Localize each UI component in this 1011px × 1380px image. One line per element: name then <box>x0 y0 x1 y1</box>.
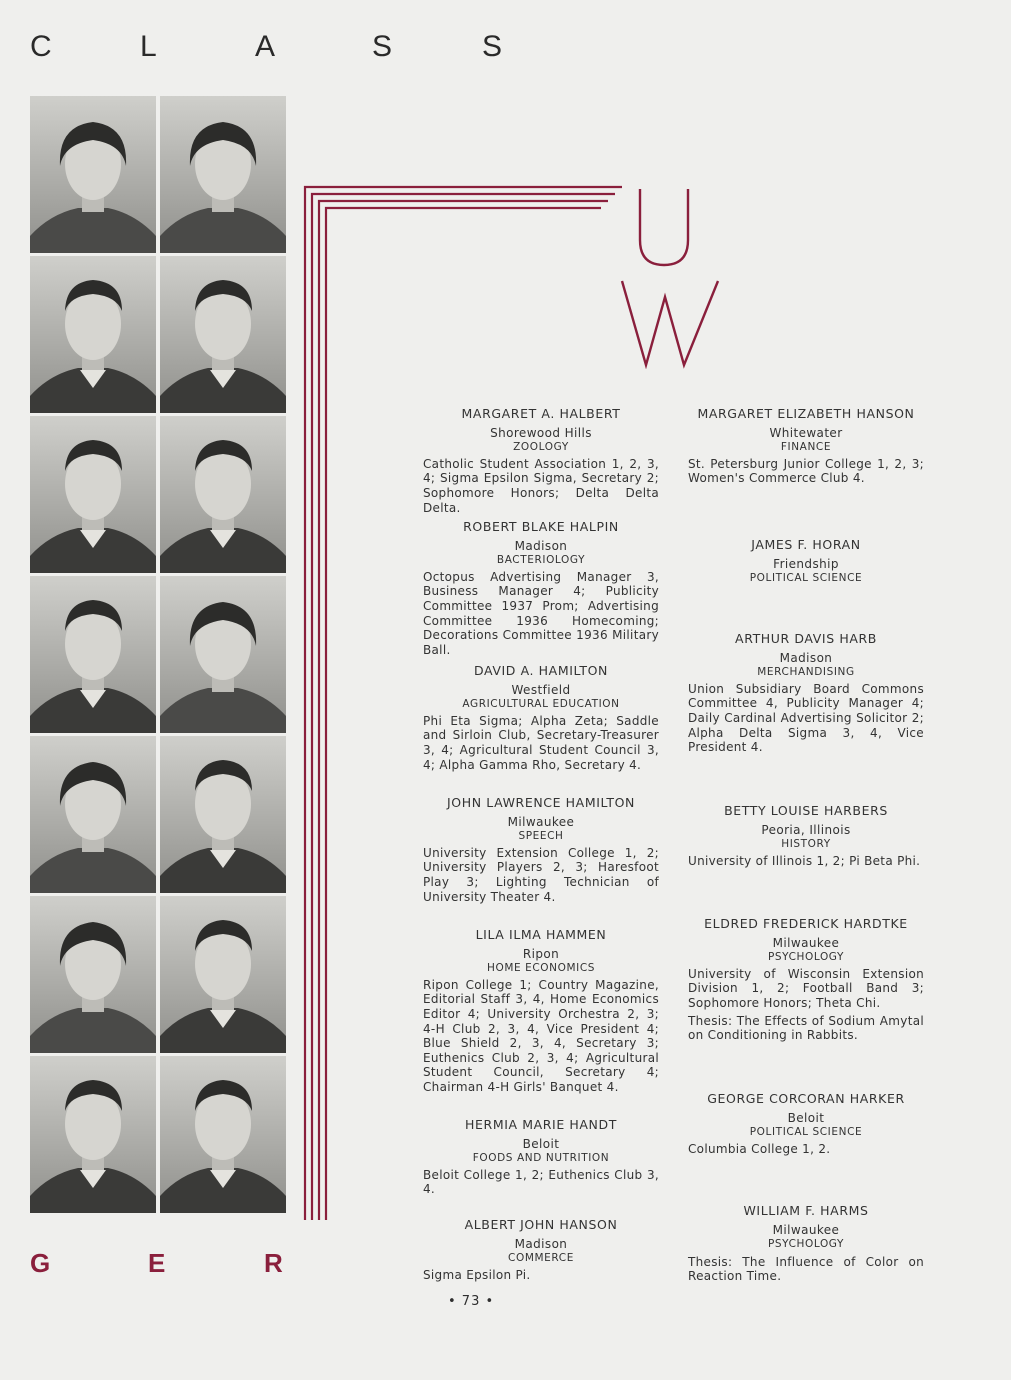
student-hometown: Westfield <box>511 682 571 697</box>
man-portrait-icon <box>30 416 156 573</box>
student-name: JAMES F. HORAN <box>751 537 861 552</box>
portrait-photo <box>30 96 156 253</box>
student-hometown: Beloit <box>787 1110 825 1125</box>
man-portrait-icon <box>30 256 156 413</box>
student-name: MARGARET A. HALBERT <box>461 406 621 421</box>
footer-letter: E <box>148 1248 166 1278</box>
student-name: ALBERT JOHN HANSON <box>464 1217 618 1232</box>
student-major: SPEECH <box>518 830 564 843</box>
heading-letter: C <box>30 30 52 63</box>
student-major: COMMERCE <box>508 1252 574 1265</box>
portrait-photo <box>160 896 286 1053</box>
student-activities: Beloit College 1, 2; Euthenics Club 3, 4. <box>423 1167 659 1197</box>
student-activities: University Extension College 1, 2; University Players 2, 3; Haresfoot Play 3; Lighting Technician of University Theater 4. <box>423 845 659 904</box>
portrait-photo <box>160 576 286 733</box>
student-hometown: Peoria, Illinois <box>761 822 851 837</box>
uw-monogram <box>618 185 722 369</box>
student-activities: Octopus Advertising Manager 3, Business Manager 4; Publicity Committee 1937 Prom; Advertising Committee 1936 Homecoming; Decorations Committee 1936 Military Ball. <box>423 569 659 657</box>
man-portrait-icon <box>160 256 286 413</box>
student-entry <box>423 1218 659 1282</box>
portrait-photo <box>160 736 286 893</box>
student-hometown: Shorewood Hills <box>490 425 592 440</box>
student-name: WILLIAM F. HARMS <box>743 1203 869 1218</box>
page-number: • 73 • <box>448 1294 495 1309</box>
man-portrait-icon <box>160 1056 286 1213</box>
man-portrait-icon <box>160 896 286 1053</box>
portrait-photo <box>160 416 286 573</box>
student-name: GEORGE CORCORAN HARKER <box>707 1091 905 1106</box>
student-entry <box>688 407 924 486</box>
student-hometown: Ripon <box>522 946 560 961</box>
student-activities: Union Subsidiary Board Commons Committee 4, Publicity Manager 4; Daily Cardinal Advertising Solicitor 2; Alpha Delta Sigma 3, 4, Vice President 4. <box>688 681 924 755</box>
student-name: BETTY LOUISE HARBERS <box>724 803 888 818</box>
student-thesis: Thesis: The Influence of Color on Reaction Time. <box>688 1254 924 1284</box>
student-activities: Sigma Epsilon Pi. <box>423 1267 531 1282</box>
student-entry <box>423 520 659 657</box>
student-major: POLITICAL SCIENCE <box>749 1126 863 1139</box>
student-name: JOHN LAWRENCE HAMILTON <box>447 795 635 810</box>
student-entry <box>423 796 659 904</box>
student-entry <box>423 928 659 1095</box>
student-entry <box>423 407 659 515</box>
student-hometown: Beloit <box>522 1136 560 1151</box>
man-portrait-icon <box>160 736 286 893</box>
man-portrait-icon <box>160 416 286 573</box>
woman-portrait-icon <box>30 896 156 1053</box>
student-major: AGRICULTURAL EDUCATION <box>462 698 620 711</box>
man-portrait-icon <box>30 1056 156 1213</box>
student-hometown: Madison <box>779 650 833 665</box>
student-name: MARGARET ELIZABETH HANSON <box>697 406 915 421</box>
student-major: ZOOLOGY <box>513 441 569 454</box>
woman-portrait-icon <box>160 96 286 253</box>
woman-portrait-icon <box>30 736 156 893</box>
portrait-photo <box>30 896 156 1053</box>
student-major: HOME ECONOMICS <box>486 962 596 975</box>
student-activities: University of Wisconsin Extension Division 1, 2; Football Band 3; Sophomore Honors; Theta Chi. <box>688 966 924 1010</box>
student-major: FOODS AND NUTRITION <box>472 1152 610 1165</box>
student-hometown: Whitewater <box>769 425 843 440</box>
student-entry <box>423 1118 659 1197</box>
student-entry <box>423 664 659 772</box>
man-portrait-icon <box>30 576 156 733</box>
class-heading <box>0 30 540 70</box>
student-entry <box>688 632 924 755</box>
heading-letter: A <box>255 30 276 63</box>
portrait-photo <box>30 576 156 733</box>
heading-letter: S <box>372 30 393 63</box>
student-activities: Columbia College 1, 2. <box>688 1141 831 1156</box>
student-entry <box>688 917 924 1043</box>
student-activities: Ripon College 1; Country Magazine, Editorial Staff 3, 4, Home Economics Editor 4; University Orchestra 2, 3; 4-H Club 2, 3, 4, Vice President 4; Blue Shield 2, 3, 4, Secretary 3; Euthenics Club 2, 3, 4; Agricultural Student Council, Secretary 4; Chairman 4-H Girls' Banquet 4. <box>423 977 659 1094</box>
portrait-photo <box>30 256 156 413</box>
student-hometown: Milwaukee <box>772 935 840 950</box>
footer-letter: G <box>30 1248 51 1278</box>
student-major: MERCHANDISING <box>757 666 855 679</box>
student-major: BACTERIOLOGY <box>496 554 586 567</box>
student-major: PSYCHOLOGY <box>767 1238 845 1251</box>
heading-letter: S <box>482 30 503 63</box>
student-name: LILA ILMA HAMMEN <box>475 927 607 942</box>
student-hometown: Madison <box>514 1236 568 1251</box>
student-name: ARTHUR DAVIS HARB <box>735 631 877 646</box>
student-hometown: Friendship <box>773 556 839 571</box>
footer-letter: R <box>264 1248 283 1278</box>
portrait-photo <box>30 736 156 893</box>
portrait-photo <box>30 1056 156 1213</box>
student-thesis: Thesis: The Effects of Sodium Amytal on Conditioning in Rabbits. <box>688 1013 924 1043</box>
student-name: ELDRED FREDERICK HARDTKE <box>704 916 908 931</box>
ger-heading <box>0 1248 300 1288</box>
student-hometown: Madison <box>514 538 568 553</box>
student-major: FINANCE <box>780 441 832 454</box>
woman-portrait-icon <box>160 576 286 733</box>
student-major: HISTORY <box>781 838 831 851</box>
student-activities: Phi Eta Sigma; Alpha Zeta; Saddle and Sirloin Club, Secretary-Treasurer 3, 4; Agricultural Student Council 3, 4; Alpha Gamma Rho, Secretary 4. <box>423 713 659 772</box>
student-name: DAVID A. HAMILTON <box>474 663 608 678</box>
woman-portrait-icon <box>30 96 156 253</box>
student-activities: University of Illinois 1, 2; Pi Beta Phi. <box>688 853 921 868</box>
student-entry <box>688 538 924 588</box>
student-major: PSYCHOLOGY <box>767 951 845 964</box>
student-entry <box>688 1204 924 1284</box>
student-hometown: Milwaukee <box>507 814 575 829</box>
student-name: ROBERT BLAKE HALPIN <box>463 519 619 534</box>
student-activities: Catholic Student Association 1, 2, 3, 4; Sigma Epsilon Sigma, Secretary 2; Sophomore Honors; Delta Delta Delta. <box>423 456 659 515</box>
portrait-photo <box>160 96 286 253</box>
portrait-photo <box>30 416 156 573</box>
portrait-photo <box>160 1056 286 1213</box>
portrait-photo <box>160 256 286 413</box>
student-hometown: Milwaukee <box>772 1222 840 1237</box>
student-entry <box>688 1092 924 1156</box>
student-major: POLITICAL SCIENCE <box>749 572 863 585</box>
student-name: HERMIA MARIE HANDT <box>465 1117 617 1132</box>
student-activities: St. Petersburg Junior College 1, 2, 3; Women's Commerce Club 4. <box>688 456 924 486</box>
heading-letter: L <box>140 30 157 63</box>
student-entry <box>688 804 924 868</box>
